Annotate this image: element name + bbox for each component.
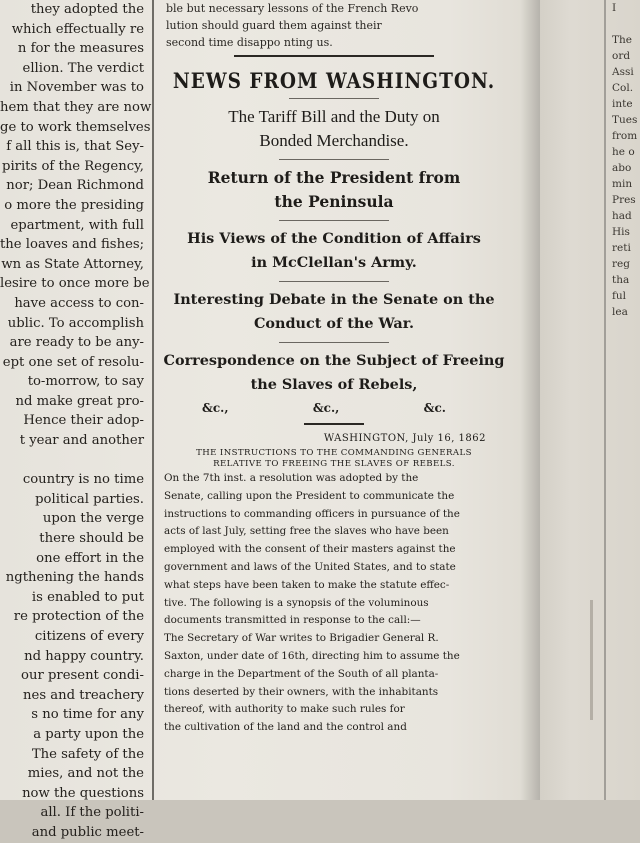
text-line: second time disappo nting us. <box>166 36 333 49</box>
text-line: now the questions <box>22 785 144 801</box>
text-line <box>612 528 640 544</box>
text-line: there should be <box>39 531 144 547</box>
text-line <box>612 400 640 416</box>
deck-line: in McClellan's Army. <box>251 254 417 271</box>
text-line <box>612 368 640 384</box>
article-body <box>158 470 510 737</box>
body-line: tions deserted by their owners, with the inhabitants <box>164 685 439 698</box>
text-line: re protection of the <box>13 609 144 625</box>
deck-line: the Peninsula <box>274 192 394 211</box>
text-line: nes and treachery <box>23 687 144 703</box>
deck-line: The Tariff Bill and the Duty on <box>228 107 440 126</box>
deck-line: His Views of the Condition of Affairs <box>187 230 481 247</box>
text-line: lesire to once more be <box>0 276 150 292</box>
text-line <box>612 16 640 32</box>
headline-deck <box>158 288 510 336</box>
subhead-line: THE INSTRUCTIONS TO THE COMMANDING GENERALS <box>196 448 472 458</box>
etc-row <box>158 401 510 415</box>
text-line: nd make great pro- <box>15 393 144 409</box>
text-line: political parties. <box>35 491 144 507</box>
body-line: The Secretary of War writes to Brigadier General R. <box>164 632 439 645</box>
deck-line: Interesting Debate in the Senate on the <box>173 291 495 308</box>
text-line <box>612 544 640 560</box>
headline-deck <box>158 105 510 153</box>
text-line <box>612 720 640 736</box>
text-line: lea <box>612 306 628 318</box>
text-line: Pres <box>612 194 636 206</box>
text-line: all. If the politi- <box>40 805 144 821</box>
text-line: he o <box>612 146 635 158</box>
page-crease <box>590 600 593 720</box>
divider <box>289 98 379 99</box>
body-line: employed with the consent of their masters against the <box>164 543 456 556</box>
page-edge-shadow <box>520 0 540 800</box>
deck-line: Bonded Merchandise. <box>259 131 409 150</box>
text-line <box>612 336 640 352</box>
text-line <box>612 448 640 464</box>
dateline: WASHINGTON, July 16, 1862 <box>323 433 486 444</box>
text-line: ublic. To accomplish <box>7 315 144 331</box>
text-line: nor; Dean Richmond <box>6 178 144 194</box>
text-line <box>612 592 640 608</box>
text-line: tha <box>612 274 630 286</box>
text-line <box>612 608 640 624</box>
body-line: On the 7th inst. a resolution was adopted by the <box>164 472 419 484</box>
divider <box>279 220 389 221</box>
text-line: they adopted the <box>30 2 144 17</box>
text-line: epartment, with full <box>10 217 144 233</box>
etc-mark: &c., <box>312 401 340 415</box>
divider <box>279 159 389 160</box>
text-line <box>612 480 640 496</box>
text-line: to-morrow, to say <box>27 374 144 390</box>
text-line: Col. <box>612 82 634 94</box>
text-line: ept one set of resolu- <box>2 354 144 370</box>
text-line: had <box>612 210 632 222</box>
text-line: ge to work themselves <box>0 119 151 135</box>
text-line: f all this is, that Sey- <box>6 139 144 155</box>
deck-line: Correspondence on the Subject of Freeing <box>163 352 505 369</box>
top-fragment <box>158 0 510 51</box>
text-line <box>612 320 640 336</box>
text-line: reg <box>612 258 630 270</box>
text-line: The safety of the <box>31 746 144 762</box>
text-line: o more the presiding <box>4 197 144 213</box>
headline-decks <box>158 105 510 397</box>
text-line: I <box>612 2 617 14</box>
text-line: abo <box>612 162 632 174</box>
text-line: our present condi- <box>21 668 144 684</box>
divider <box>304 423 364 425</box>
text-line: a party upon the <box>33 726 144 742</box>
center-column <box>158 0 510 800</box>
text-line: are ready to be any- <box>9 335 144 351</box>
text-line: Tues <box>612 114 638 126</box>
text-line: Hence their adop- <box>23 413 144 429</box>
text-line: inte <box>612 98 633 110</box>
text-line: upon the verge <box>42 511 144 527</box>
text-line <box>612 576 640 592</box>
text-line: min <box>612 178 633 190</box>
headline-deck <box>158 227 510 275</box>
text-line: citizens of every <box>34 629 144 644</box>
text-line: ble but necessary lessons of the French Revo <box>166 2 419 15</box>
text-line <box>612 688 640 704</box>
headline: NEWS FROM WASHINGTON. <box>172 69 496 94</box>
divider <box>279 281 389 282</box>
text-line: and public meet- <box>31 824 144 840</box>
deck-line: the Slaves of Rebels, <box>250 376 418 393</box>
body-line: documents transmitted in response to the call:— <box>164 614 421 627</box>
text-line: Assi <box>612 66 634 78</box>
text-line <box>612 432 640 448</box>
subhead <box>158 448 510 470</box>
right-column-fragment <box>612 0 640 800</box>
etc-mark: &c. <box>423 401 446 415</box>
text-line: ellion. The verdict <box>22 60 144 76</box>
text-line: The <box>612 34 632 46</box>
body-line: instructions to commanding officers in pursuance of the <box>164 507 460 520</box>
text-line <box>0 451 144 471</box>
text-line <box>612 704 640 720</box>
headline-deck <box>158 349 510 397</box>
column-rule <box>604 0 606 800</box>
text-line: s no time for any <box>31 707 144 723</box>
body-line: what steps have been taken to make the statute effec- <box>164 578 450 591</box>
text-line <box>612 656 640 672</box>
text-line: ord <box>612 50 631 62</box>
text-line: from <box>612 130 638 142</box>
divider <box>279 342 389 343</box>
text-line <box>612 752 640 768</box>
text-line: in November was to <box>9 80 144 96</box>
text-line <box>612 768 640 784</box>
body-line: thereof, with authority to make such rules for <box>164 703 405 716</box>
text-line: mies, and not the <box>27 766 144 782</box>
body-line: Senate, calling upon the President to communicate the <box>164 489 455 502</box>
text-line: which effectually re <box>11 21 144 37</box>
text-line <box>612 640 640 656</box>
text-line: the loaves and fishes; <box>0 237 145 253</box>
left-column-text <box>0 0 152 840</box>
text-line <box>612 384 640 400</box>
body-line: acts of last July, setting free the slaves who have been <box>164 525 449 538</box>
text-line: ngthening the hands <box>5 570 144 586</box>
body-line: the cultivation of the land and the control and <box>164 721 407 734</box>
text-line <box>612 672 640 688</box>
divider <box>234 55 434 57</box>
text-line: one effort in the <box>36 550 144 566</box>
text-line: hem that they are now <box>0 99 152 115</box>
deck-line: Conduct of the War. <box>253 315 415 332</box>
text-line <box>612 416 640 432</box>
text-line <box>612 464 640 480</box>
body-line: government and laws of the United States, and to state <box>164 560 456 573</box>
text-line <box>612 352 640 368</box>
text-line: His <box>612 226 630 238</box>
body-line: tive. The following is a synopsis of the voluminous <box>164 596 429 609</box>
headline-deck <box>158 166 510 214</box>
text-line: lution should guard them against their <box>166 19 382 32</box>
text-line: reti <box>612 242 631 254</box>
text-line: country is no time <box>22 472 144 488</box>
text-line: wn as State Attorney, <box>1 256 144 272</box>
text-line <box>612 560 640 576</box>
text-line: have access to con- <box>14 295 144 311</box>
text-line <box>612 496 640 512</box>
body-line: charge in the Department of the South of all planta- <box>164 667 439 680</box>
text-line <box>612 736 640 752</box>
text-line: pirits of the Regency, <box>2 158 144 174</box>
text-line: is enabled to put <box>31 589 144 605</box>
subhead-line: RELATIVE TO FREEING THE SLAVES OF REBELS. <box>213 459 455 469</box>
text-line: ful <box>612 290 627 302</box>
deck-line: Return of the President from <box>207 168 461 187</box>
text-line <box>612 624 640 640</box>
body-line: Saxton, under date of 16th, directing him to assume the <box>164 649 460 662</box>
text-line: t year and another <box>19 433 144 449</box>
text-line: nd happy country. <box>24 648 144 664</box>
text-line: n for the measures <box>17 41 144 57</box>
column-rule <box>152 0 154 800</box>
text-line <box>612 512 640 528</box>
etc-mark: &c., <box>202 401 229 415</box>
